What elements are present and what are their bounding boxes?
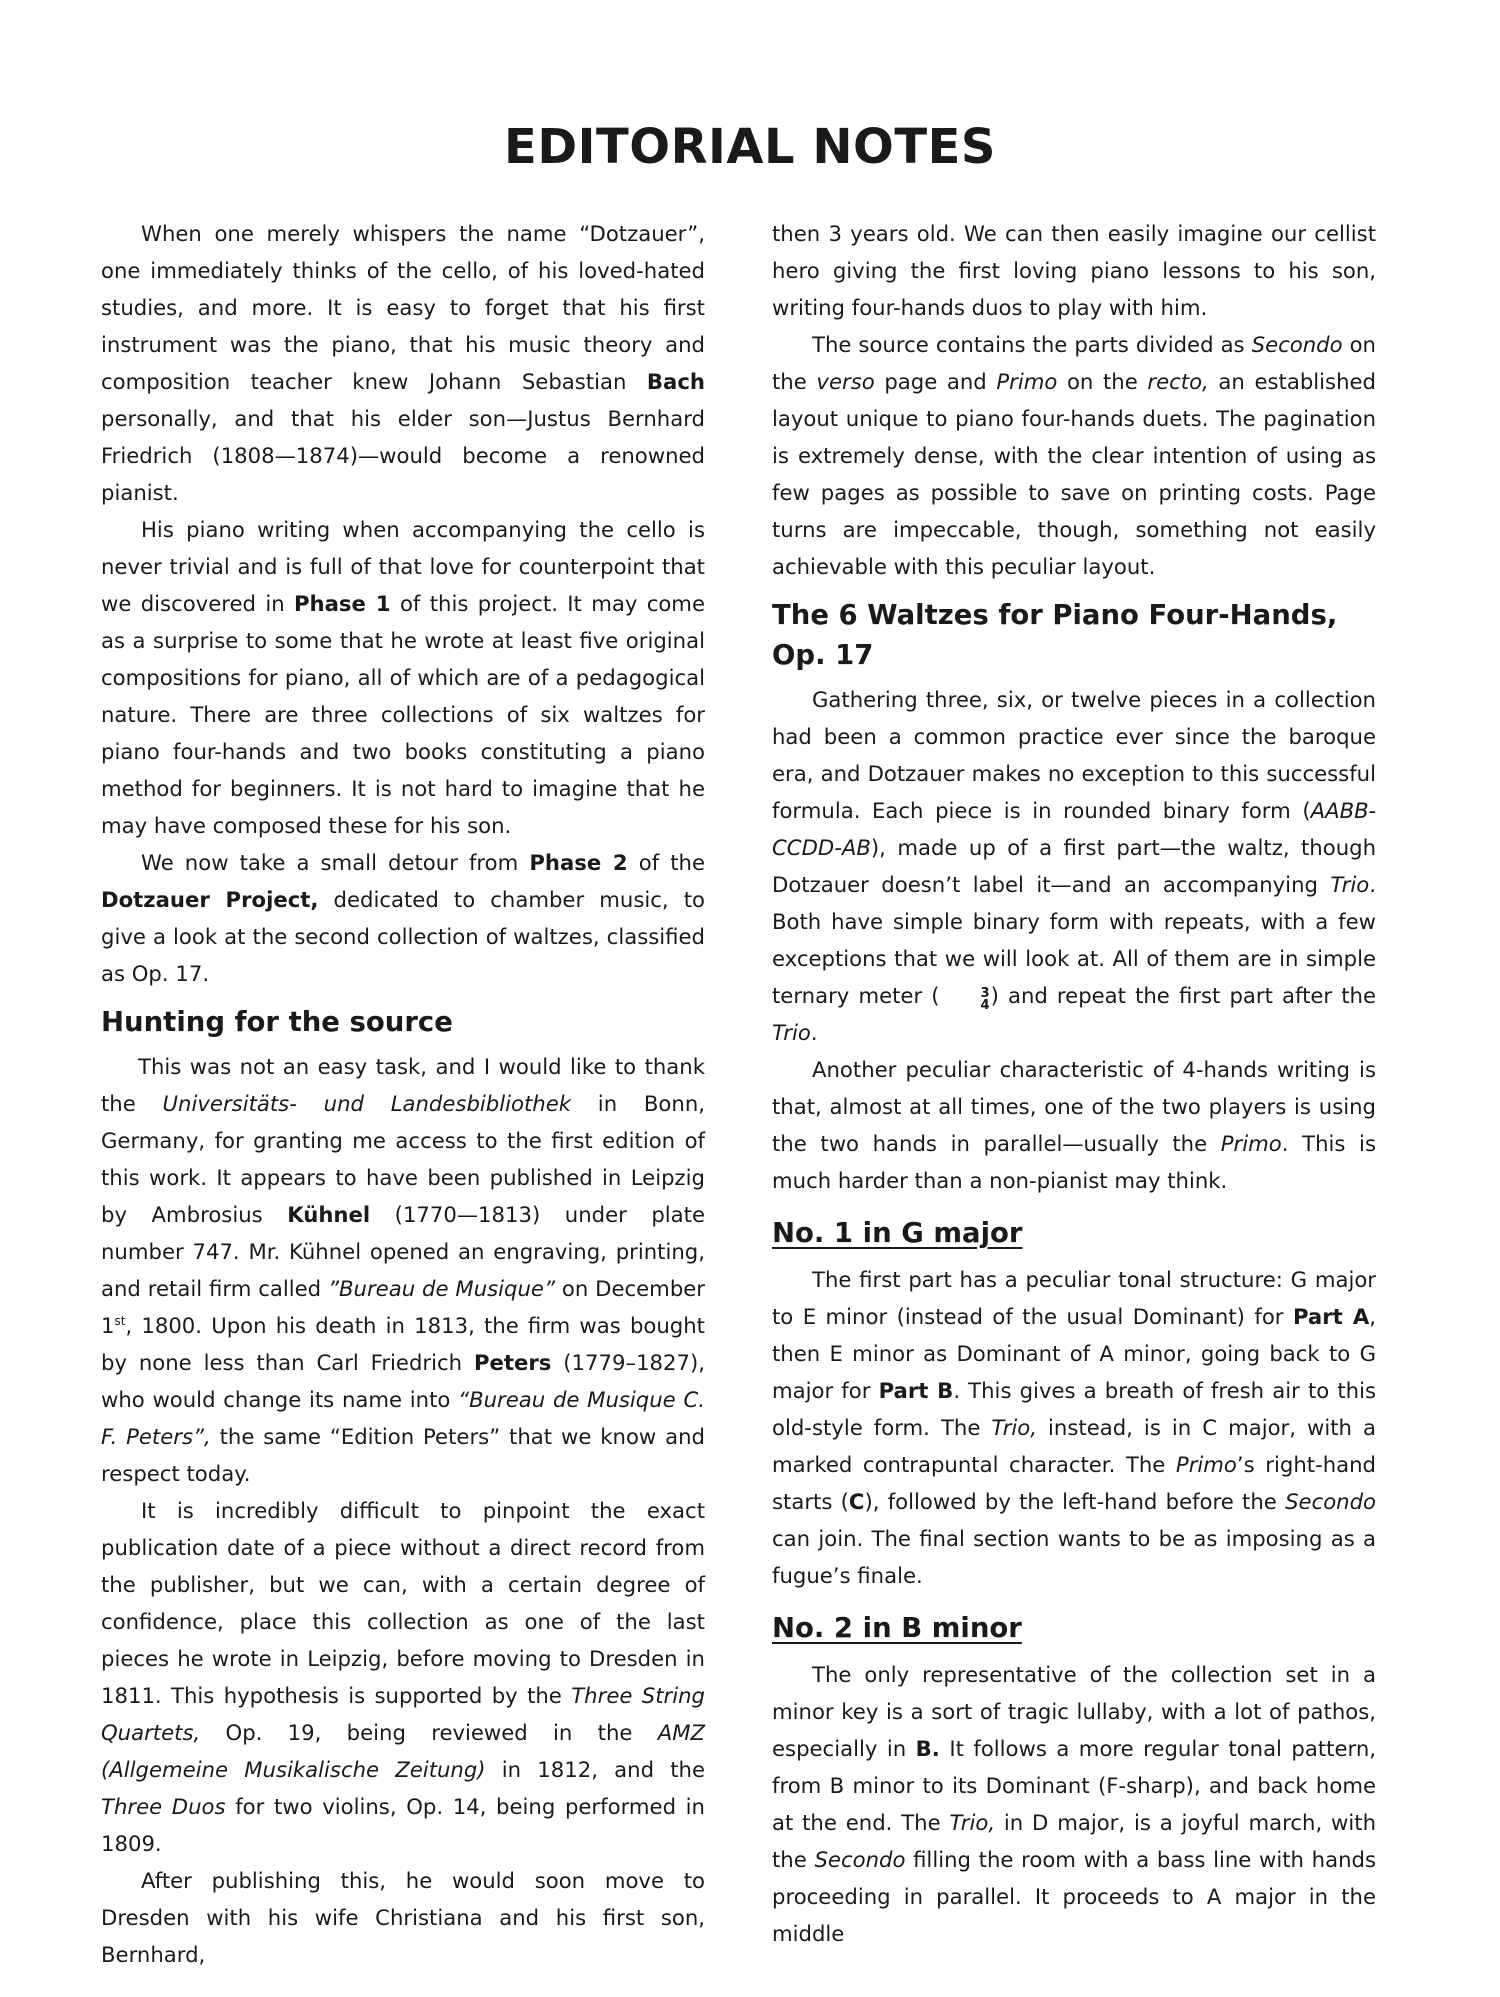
- heading-hunting-source: Hunting for the source: [101, 1006, 453, 1038]
- paragraph-no2: The only representative of the collection set in a minor key is a sort of tragic lullaby, with a lot of pathos, especially in B. It follows a more regular tonal pattern, from B minor to its Dominant (F-sharp), and back home at the end. The Trio, in D major, is a joyful march, with the Secondo filling the room with a bass line with hands proceeding in parallel. It proceeds to A major in the middle: [772, 1662, 1376, 1946]
- paragraph-continuation: then 3 years old. We can then easily imagine our cellist hero giving the first loving piano lessons to his son, writing four-hands duos to play with him.: [772, 221, 1376, 320]
- paragraph-source: This was not an easy task, and I would like to thank the Universitäts- und Landesbibliothek in Bonn, Germany, for granting me access to the first edition of this work. It appears to have been published in Leipzig by Ambrosius Kühnel (1770—1813) under plate number 747. Mr. Kühnel opened an engraving, printing, and retail firm called ”Bureau de Musique” on December 1st, 1800. Upon his death in 1813, the firm was bought by none less than Carl Friedrich Peters (1779–1827), who would change its name into “Bureau de Musique C. F. Peters”, the same “Edition Peters” that we know and respect today.: [101, 1054, 706, 1486]
- heading-waltzes: The 6 Waltzes for Piano Four-Hands, Op. 17: [772, 599, 1338, 671]
- heading-no1: No. 1 in G major: [772, 1217, 1023, 1249]
- heading-no2: No. 2 in B minor: [772, 1612, 1022, 1644]
- page-title: EDITORIAL NOTES: [504, 119, 996, 175]
- paragraph-dresden: After publishing this, he would soon move to Dresden with his wife Christiana and his first son, Bernhard,: [101, 1868, 705, 1967]
- paragraph-intro: When one merely whispers the name “Dotzauer”, one immediately thinks of the cello, of his loved-hated studies, and more. It is easy to forget that his first instrument was the piano, that his music theory and composition teacher knew Johann Sebastian Bach personally, and that his elder son—Justus Bernhard Friedrich (1808—1874)—would become a renowned pianist.: [101, 221, 705, 505]
- paragraph-four-hands: Another peculiar characteristic of 4-hands writing is that, almost at all times, one of the two players is using the two hands in parallel—usually the Primo. This is much harder than a non-pianist may think.: [772, 1057, 1376, 1193]
- paragraph-collection: Gathering three, six, or twelve pieces in a collection had been a common practice ever since the baroque era, and Dotzauer makes no exception to this successful formula. Each piece is in rounded binary form (AABB-CCDD-AB), made up of a first part—the waltz, though Dotzauer doesn’t label it—and an accompanying Trio. Both have simple binary form with repeats, with a few exceptions that we will look at. All of them are in simple ternary meter ( 3 4 ) and repeat the first part after the Trio.: [772, 687, 1376, 1045]
- paragraph-publication-date: It is incredibly difficult to pinpoint the exact publication date of a piece without a direct record from the publisher, but we can, with a certain degree of confidence, place this collection as one of the last pieces he wrote in Leipzig, before moving to Dresden in 1811. This hypothesis is supported by the Three String Quartets, Op. 19, being reviewed in the AMZ (Allgemeine Musikalische Zeitung) in 1812, and the Three Duos for two violins, Op. 14, being performed in 1809.: [101, 1498, 705, 1856]
- left-column: [101, 215, 705, 1973]
- paragraph-layout: The source contains the parts divided as Secondo on the verso page and Primo on the recto, an established layout unique to piano four-hands duets. The pagination is extremely dense, with the clear intention of using as few pages as possible to save on printing costs. Page turns are impeccable, though, something not easily achievable with this peculiar layout.: [772, 332, 1376, 579]
- paragraph-piano-writing: His piano writing when accompanying the cello is never trivial and is full of that love for counterpoint that we discovered in Phase 1 of this project. It may come as a surprise to some that he wrote at least five original compositions for piano, all of which are of a pedagogical nature. There are three collections of six waltzes for piano four-hands and two books constituting a piano method for beginners. It is not hard to imagine that he may have composed these for his son.: [101, 517, 705, 838]
- paragraph-no1: The first part has a peculiar tonal structure: G major to E minor (instead of the usual Dominant) for Part A, then E minor as Dominant of A minor, going back to G major for Part B. This gives a breath of fresh air to this old-style form. The Trio, instead, is in C major, with a marked contrapuntal character. The Primo’s right-hand starts (C), followed by the left-hand before the Secondo can join. The final section wants to be as imposing as a fugue’s finale.: [772, 1267, 1376, 1588]
- time-signature: 3 4: [980, 986, 990, 1013]
- right-column: [772, 215, 1376, 1952]
- paragraph-detour: We now take a small detour from Phase 2 of the Dotzauer Project, dedicated to chamber music, to give a look at the second collection of waltzes, classified as Op. 17.: [101, 850, 705, 986]
